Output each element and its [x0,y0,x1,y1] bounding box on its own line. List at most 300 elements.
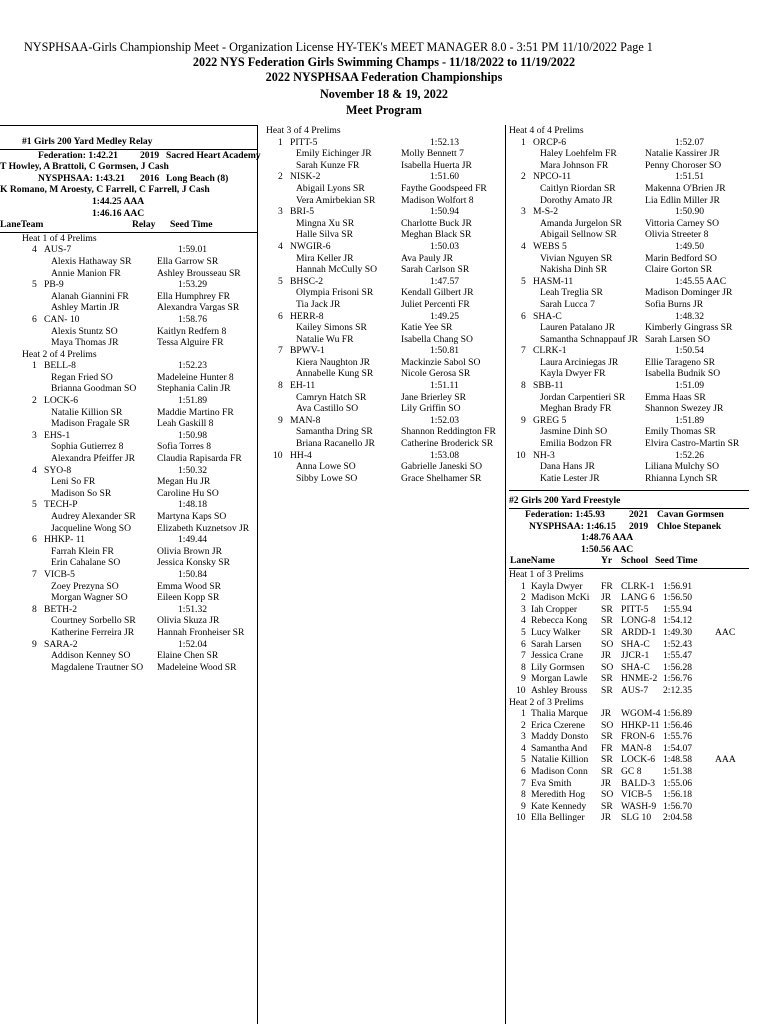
relay-swimmers-row [22,337,256,349]
swimmer-name: Abigail Lyons SR [296,182,365,194]
championship-title: 2022 NYSPHSAA Federation Championships [265,70,503,84]
standard-aac: 1:50.56 AAC [581,543,634,555]
swimmer-year: JR [601,777,612,789]
event-title: #1 Girls 200 Yard Medley Relay [22,136,153,147]
swimmer-name: Nicole Gerosa SR [401,368,471,380]
lane-number: 9 [32,638,37,650]
swimmer-name: Ashley Brouss [531,684,588,696]
lane-number: 6 [521,766,526,778]
seed-time: 1:48.32 [675,310,705,322]
seed-time: 1:56.50 [663,592,693,604]
swimmer-name: Ella Garrow SR [157,255,219,267]
swimmer-name: Maya Thomas JR [51,337,119,349]
swimmer-year: JR [601,650,612,662]
relay-swimmers-row [22,418,256,430]
seed-time: 1:50.98 [178,429,208,441]
swimmer-name: Halle Silva SR [296,229,354,241]
team-code: NWGIR-6 [290,240,331,252]
lane-number: 2 [521,719,526,731]
swimmer-name: Ashley Brousseau SR [157,267,241,279]
swimmer-name: Emma Wood SR [157,580,222,592]
swimmer-year: FR [601,580,613,592]
seed-time: 1:56.18 [663,789,693,801]
relay-entry-row [509,276,749,288]
swimmer-name: Olivia Brown JR [157,545,223,557]
lane-number: 10 [516,449,526,461]
swimmer-name: Katie Lester JR [540,472,600,484]
swimmer-name: Meredith Hog [531,789,586,801]
relay-swimmers-row [266,438,506,450]
relay-swimmers-row [266,148,506,160]
swimmer-year: SO [601,719,614,731]
lane-number: 4 [32,244,37,256]
relay-swimmers-row [22,511,256,523]
relay-swimmers-row [509,218,749,230]
swimmer-name: Samantha Schnappauf JR [540,333,639,345]
relay-swimmers-row [266,334,506,346]
swimmer-name: Emma Haas SR [645,391,706,403]
swimmer-name: Katherine Ferreira JR [51,626,135,638]
seed-time: 1:51.89 [178,395,208,407]
swimmer-year: SR [601,684,613,696]
relay-entry-row [22,465,256,477]
team-code: AUS-7 [44,244,72,256]
swimmer-name: Brianna Goodman SO [51,383,137,395]
swimmer-name: Natalie Wu FR [296,333,354,345]
swimmer-name: Sofia Burns JR [645,298,704,310]
seed-time: 1:49.25 [430,310,460,322]
team-code: SYO-8 [44,464,72,476]
swimmer-name: Maddy Donsto [531,731,589,743]
swimmer-name: Molly Bennett 7 [401,148,464,160]
relay-entry-row [509,137,749,149]
team-code: NPCO-11 [533,171,572,183]
swimmer-name: Sarah Larsen [531,638,582,650]
relay-entry-row [22,604,256,616]
lane-number: 2 [32,395,37,407]
swimmer-name: Jordan Carpentieri SR [540,391,626,403]
lane-number: 7 [278,345,283,357]
team-code: ORCP-6 [533,136,567,148]
swimmer-name: Olivia Skuza JR [157,615,220,627]
team-code: NISK-2 [290,171,321,183]
relay-swimmers-row [22,291,256,303]
seed-time: 2:12.35 [663,684,693,696]
relay-swimmers-row [22,546,256,558]
swimmer-name: Sibby Lowe SO [296,472,358,484]
swimmer-name: Faythe Goodspeed FR [401,182,487,194]
swimmer-entry-row [509,754,749,766]
swimmer-name: Laura Arciniegas JR [540,356,619,368]
relay-swimmers-row [509,473,749,485]
heat-title: Heat 2 of 4 Prelims [22,348,97,360]
swimmer-name: Samantha And [531,742,588,754]
column-headers: LaneTeam Relay Seed Time [0,219,213,231]
swimmer-name: Stephania Calin JR [157,383,231,395]
swimmer-entry-row [509,639,749,651]
swimmer-year: SR [601,673,613,685]
team-code: BPWV-1 [290,345,325,357]
swimmer-entry-row [509,685,749,697]
heat-title: Heat 3 of 4 Prelims [266,125,341,136]
swimmer-entry-row [509,604,749,616]
relay-swimmers-row [509,403,749,415]
team-code: SARA-2 [44,638,78,650]
relay-swimmers-row [266,287,506,299]
swimmer-name: Farrah Klein FR [51,545,114,557]
record-holders: T Howley, A Brattoli, C Gormsen, J Cash [0,161,169,173]
swimmer-entry-row [509,766,749,778]
seed-time: 1:53.29 [178,279,208,291]
swimmer-entry-row [509,731,749,743]
relay-swimmers-row [509,183,749,195]
relay-swimmers-row [266,229,506,241]
relay-swimmers-row [266,357,506,369]
seed-time: 1:55.94 [663,603,693,615]
swimmer-name: Regan Fried SO [51,371,113,383]
lane-number: 5 [521,275,526,287]
school-code: CLRK-1 [621,580,655,592]
record-federation: Federation: 1:42.21 2019 Sacred Heart Academy [38,149,261,161]
relay-swimmers-row [509,229,749,241]
relay-swimmers-row [22,581,256,593]
relay-swimmers-row [22,453,256,465]
relay-swimmers-row [22,268,256,280]
lane-number: 8 [278,380,283,392]
swimmer-name: Kaitlyn Redfern 8 [157,325,227,337]
seed-time: 1:53.08 [430,449,460,461]
seed-time: 1:51.09 [675,380,705,392]
standard-aaa: 1:48.76 AAA [581,532,634,544]
relay-swimmers-row [22,302,256,314]
seed-time: 1:49.44 [178,534,208,546]
swimmer-name: Madeleine Hunter 8 [157,371,234,383]
relay-swimmers-row [22,592,256,604]
school-code: LANG 6 [621,592,655,604]
relay-entry-row [22,534,256,546]
swimmer-name: Rhianna Lynch SR [645,472,718,484]
relay-swimmers-row [266,392,506,404]
seed-time: 1:50.90 [675,206,705,218]
seed-time: 1:50.32 [178,464,208,476]
team-code: LOCK-6 [44,395,79,407]
swimmer-name: Olivia Streeter 8 [645,229,709,241]
swimmer-name: Courtney Sorbello SR [51,615,136,627]
heat-title: Heat 1 of 3 Prelims [509,568,584,580]
program-column-2 [266,125,506,484]
relay-swimmers-row [509,322,749,334]
team-code: CLRK-1 [533,345,567,357]
swimmer-name: Sarah Kunze FR [296,159,360,171]
relay-swimmers-row [22,441,256,453]
swimmer-name: Audrey Alexander SR [51,511,136,522]
relay-swimmers-row [22,326,256,338]
standard-aac: 1:46.16 AAC [92,207,145,219]
swimmer-name: Jasmine Dinh SO [540,426,608,438]
relay-swimmers-row [266,160,506,172]
swimmer-entry-row [509,801,749,813]
swimmer-name: Kate Kennedy [531,800,587,812]
seed-time: 1:54.07 [663,742,693,754]
relay-entry-row [22,395,256,407]
relay-swimmers-row [509,426,749,438]
swimmer-name: Caroline Hu SO [157,487,219,499]
swimmer-name: Sarah Carlson SR [401,264,470,276]
swimmer-name: Alexandra Pfeiffer JR [51,453,136,465]
seed-time: 1:50.03 [430,240,460,252]
school-code: BALD-3 [621,777,656,789]
team-code: BRI-5 [290,206,314,218]
record-nysphsaa: NYSPHSAA: 1:46.15 2019 Chloe Stepanek [529,520,722,532]
team-code: VICB-5 [44,568,75,580]
swimmer-name: Mackinzie Sabol SO [401,356,481,368]
lane-number: 10 [516,812,526,824]
swimmer-name: Leah Gaskill 8 [157,418,214,430]
swimmer-entry-row [509,673,749,685]
school-code: WGOM-4 [621,708,661,720]
seed-time: 1:51.51 [675,171,705,183]
lane-number: 3 [32,429,37,441]
relay-entry-row [509,171,749,183]
lane-number: 8 [521,789,526,801]
seed-time: 1:59.01 [178,244,208,256]
relay-entry-row [22,639,256,651]
swimmer-name: Vivian Nguyen SR [540,252,613,264]
swimmer-name: Meghan Brady FR [540,403,612,415]
swimmer-year: JR [601,592,612,604]
swimmer-name: Madison McKi [531,592,590,604]
swimmer-year: SR [601,766,613,778]
swimmer-name: Dana Hans JR [540,461,595,473]
swimmer-name: Erin Cahalane SO [51,557,121,569]
swimmer-entry-row [509,615,749,627]
meet-title: 2022 NYS Federation Girls Swimming Champs - 11/18/2022 to 11/19/2022 [192,55,576,69]
team-code: HHKP- 11 [44,534,85,546]
relay-swimmers-row [22,523,256,535]
relay-swimmers-row [509,148,749,160]
swimmer-name: Emily Thomas SR [645,426,716,438]
relay-swimmers-row [266,195,506,207]
meet-dates: November 18 & 19, 2022 [319,87,449,101]
relay-swimmers-row [22,476,256,488]
team-code: BHSC-2 [290,275,324,287]
relay-swimmers-row [509,160,749,172]
program-column-3 [509,125,749,824]
swimmer-name: Natalie Kassirer JR [645,148,720,160]
seed-time: 1:51.32 [178,603,208,615]
swimmer-name: Mira Keller JR [296,252,354,264]
seed-time: 1:50.84 [178,568,208,580]
lane-number: 1 [32,360,37,372]
swimmer-year: SR [601,800,613,812]
swimmer-year: SR [601,626,613,638]
relay-swimmers-row [266,322,506,334]
swimmer-name: Ella Humphrey FR [157,290,231,302]
relay-swimmers-row [266,264,506,276]
relay-swimmers-row [22,615,256,627]
heat-title: Heat 2 of 3 Prelims [509,696,584,708]
seed-time: 1:56.46 [663,719,693,731]
team-code: HASM-11 [533,275,574,287]
school-code: JJCR-1 [621,650,650,662]
lane-number: 5 [278,275,283,287]
lane-number: 7 [521,345,526,357]
seed-time: 1:55.06 [663,777,693,789]
relay-swimmers-row [509,334,749,346]
relay-swimmers-row [266,473,506,485]
swimmer-name: Iah Cropper [531,603,578,615]
swimmer-name: Marin Bedford SO [645,252,717,264]
relay-swimmers-row [266,403,506,415]
lane-number: 3 [278,206,283,218]
swimmer-name: Rebecca Kong [531,615,588,627]
lane-number: 2 [278,171,283,183]
relay-entry-row [266,206,506,218]
lane-number: 4 [278,240,283,252]
relay-entry-row [22,360,256,372]
swimmer-name: Ellie Tarageno SR [645,356,716,368]
swimmer-name: Madison Dominger JR [645,287,733,299]
swimmer-name: Catherine Broderick SR [401,438,494,450]
swimmer-name: Elvira Castro-Martin SR [645,438,740,450]
seed-time: 1:50.81 [430,345,460,357]
swimmer-name: Charlotte Buck JR [401,217,472,229]
swimmer-name: Leah Treglia SR [540,287,603,299]
relay-entry-row [22,569,256,581]
swimmer-year: SR [601,603,613,615]
swimmer-name: Madison Wolfort 8 [401,194,474,206]
relay-entry-row [266,241,506,253]
school-code: VICB-5 [621,789,652,801]
team-code: BELL-8 [44,360,76,372]
column-headers: LaneName Yr School Seed Time [510,555,698,567]
lane-number: 3 [521,731,526,743]
lane-number: 6 [521,310,526,322]
relay-swimmers-row [266,368,506,380]
relay-swimmers-row [22,488,256,500]
seed-time: 1:48.18 [178,499,208,511]
team-code: CAN- 10 [44,313,80,325]
record-nysphsaa: NYSPHSAA: 1:43.21 2016 Long Beach (8) [38,172,229,184]
swimmer-name: Isabella Chang SO [401,333,473,345]
team-code: EHS-1 [44,429,71,441]
swimmer-entry-row [509,662,749,674]
relay-entry-row [509,311,749,323]
swimmer-entry-row [509,812,749,824]
relay-swimmers-row [22,256,256,268]
record-federation: Federation: 1:45.93 2021 Cavan Gormsen [525,509,724,520]
swimmer-name: Lily Griffin SO [401,403,461,415]
lane-number: 5 [521,626,526,638]
heat-list [509,569,749,824]
swimmer-name: Madison Conn [531,766,588,778]
lane-number: 1 [521,708,526,720]
swimmer-name: Madison So SR [51,487,112,499]
record-holders: K Romano, M Aroesty, C Farrell, C Farrell, J Cash [0,184,210,196]
swimmer-name: Claudia Rapisarda FR [157,453,242,465]
swimmer-name: Hannah McCully SO [296,264,378,276]
school-code: SHA-C [621,638,650,650]
lane-number: 5 [521,754,526,766]
relay-swimmers-row [509,461,749,473]
swimmer-name: Ashley Martin JR [51,302,120,314]
standard-aaa: 1:44.25 AAA [92,195,145,207]
seed-time: 1:52.03 [430,414,460,426]
relay-swimmers-row [266,218,506,230]
team-code: TECH-P [44,499,78,511]
seed-time: 1:51.38 [663,766,693,778]
relay-entry-row [22,430,256,442]
heat-title: Heat 4 of 4 Prelims [509,125,584,136]
swimmer-name: Annie Manion FR [51,267,121,279]
heat-title: Heat 1 of 4 Prelims [22,232,97,244]
swimmer-name: Shannon Reddington FR [401,426,496,438]
relay-swimmers-row [509,299,749,311]
school-code: AUS-7 [621,684,649,696]
lane-number: 3 [521,206,526,218]
swimmer-name: Abigail Sellnow SR [540,229,617,241]
swimmer-name: Alexis Hathaway SR [51,255,132,267]
swimmer-name: Annabelle Kung SR [296,368,374,380]
lane-number: 6 [32,534,37,546]
swimmer-name: Isabella Huerta JR [401,159,472,171]
swimmer-year: SR [601,754,613,766]
seed-time: 1:52.04 [178,638,208,650]
team-code: M-S-2 [533,206,559,218]
swimmer-name: Kailey Simons SR [296,322,367,334]
seed-time: 2:04.58 [663,812,693,824]
relay-swimmers-row [509,253,749,265]
swimmer-name: Grace Shelhamer SR [401,472,482,484]
swimmer-name: Alexis Stuntz SO [51,325,118,337]
swimmer-name: Ava Pauly JR [401,252,454,264]
lane-number: 9 [521,800,526,812]
seed-time: 1:55.47 [663,650,693,662]
swimmer-name: Amanda Jurgelon SR [540,217,622,229]
swimmer-name: Anna Lowe SO [296,461,356,473]
swimmer-name: Samantha Dring SR [296,426,373,438]
school-code: FRON-6 [621,731,655,743]
team-code: WEBS 5 [533,240,567,252]
team-code: PITT-5 [290,136,318,148]
team-code: BETH-2 [44,603,78,615]
lane-number: 5 [32,279,37,291]
team-code: GREG 5 [533,414,567,426]
swimmer-name: Kimberly Gingrass SR [645,322,733,334]
lane-number: 4 [32,464,37,476]
swimmer-year: FR [601,742,613,754]
relay-swimmers-row [266,461,506,473]
relay-entry-row [509,415,749,427]
relay-swimmers-row [509,287,749,299]
relay-swimmers-row [509,392,749,404]
lane-number: 8 [32,603,37,615]
school-code: HNME-2 [621,673,658,685]
relay-swimmers-row [22,372,256,384]
school-code: PITT-5 [621,603,649,615]
swimmer-name: Briana Racanello JR [296,438,375,450]
relay-entry-row [22,499,256,511]
lane-number: 6 [278,310,283,322]
time-standard: AAC [715,626,736,638]
swimmer-name: Lucy Walker [531,626,581,638]
seed-time: 1:56.76 [663,673,693,685]
swimmer-name: Alanah Giannini FR [51,290,129,302]
swimmer-name: Sofia Torres 8 [157,441,212,453]
seed-time: 1:50.54 [675,345,705,357]
heat-list [22,233,256,674]
school-code: GC 8 [621,766,642,778]
